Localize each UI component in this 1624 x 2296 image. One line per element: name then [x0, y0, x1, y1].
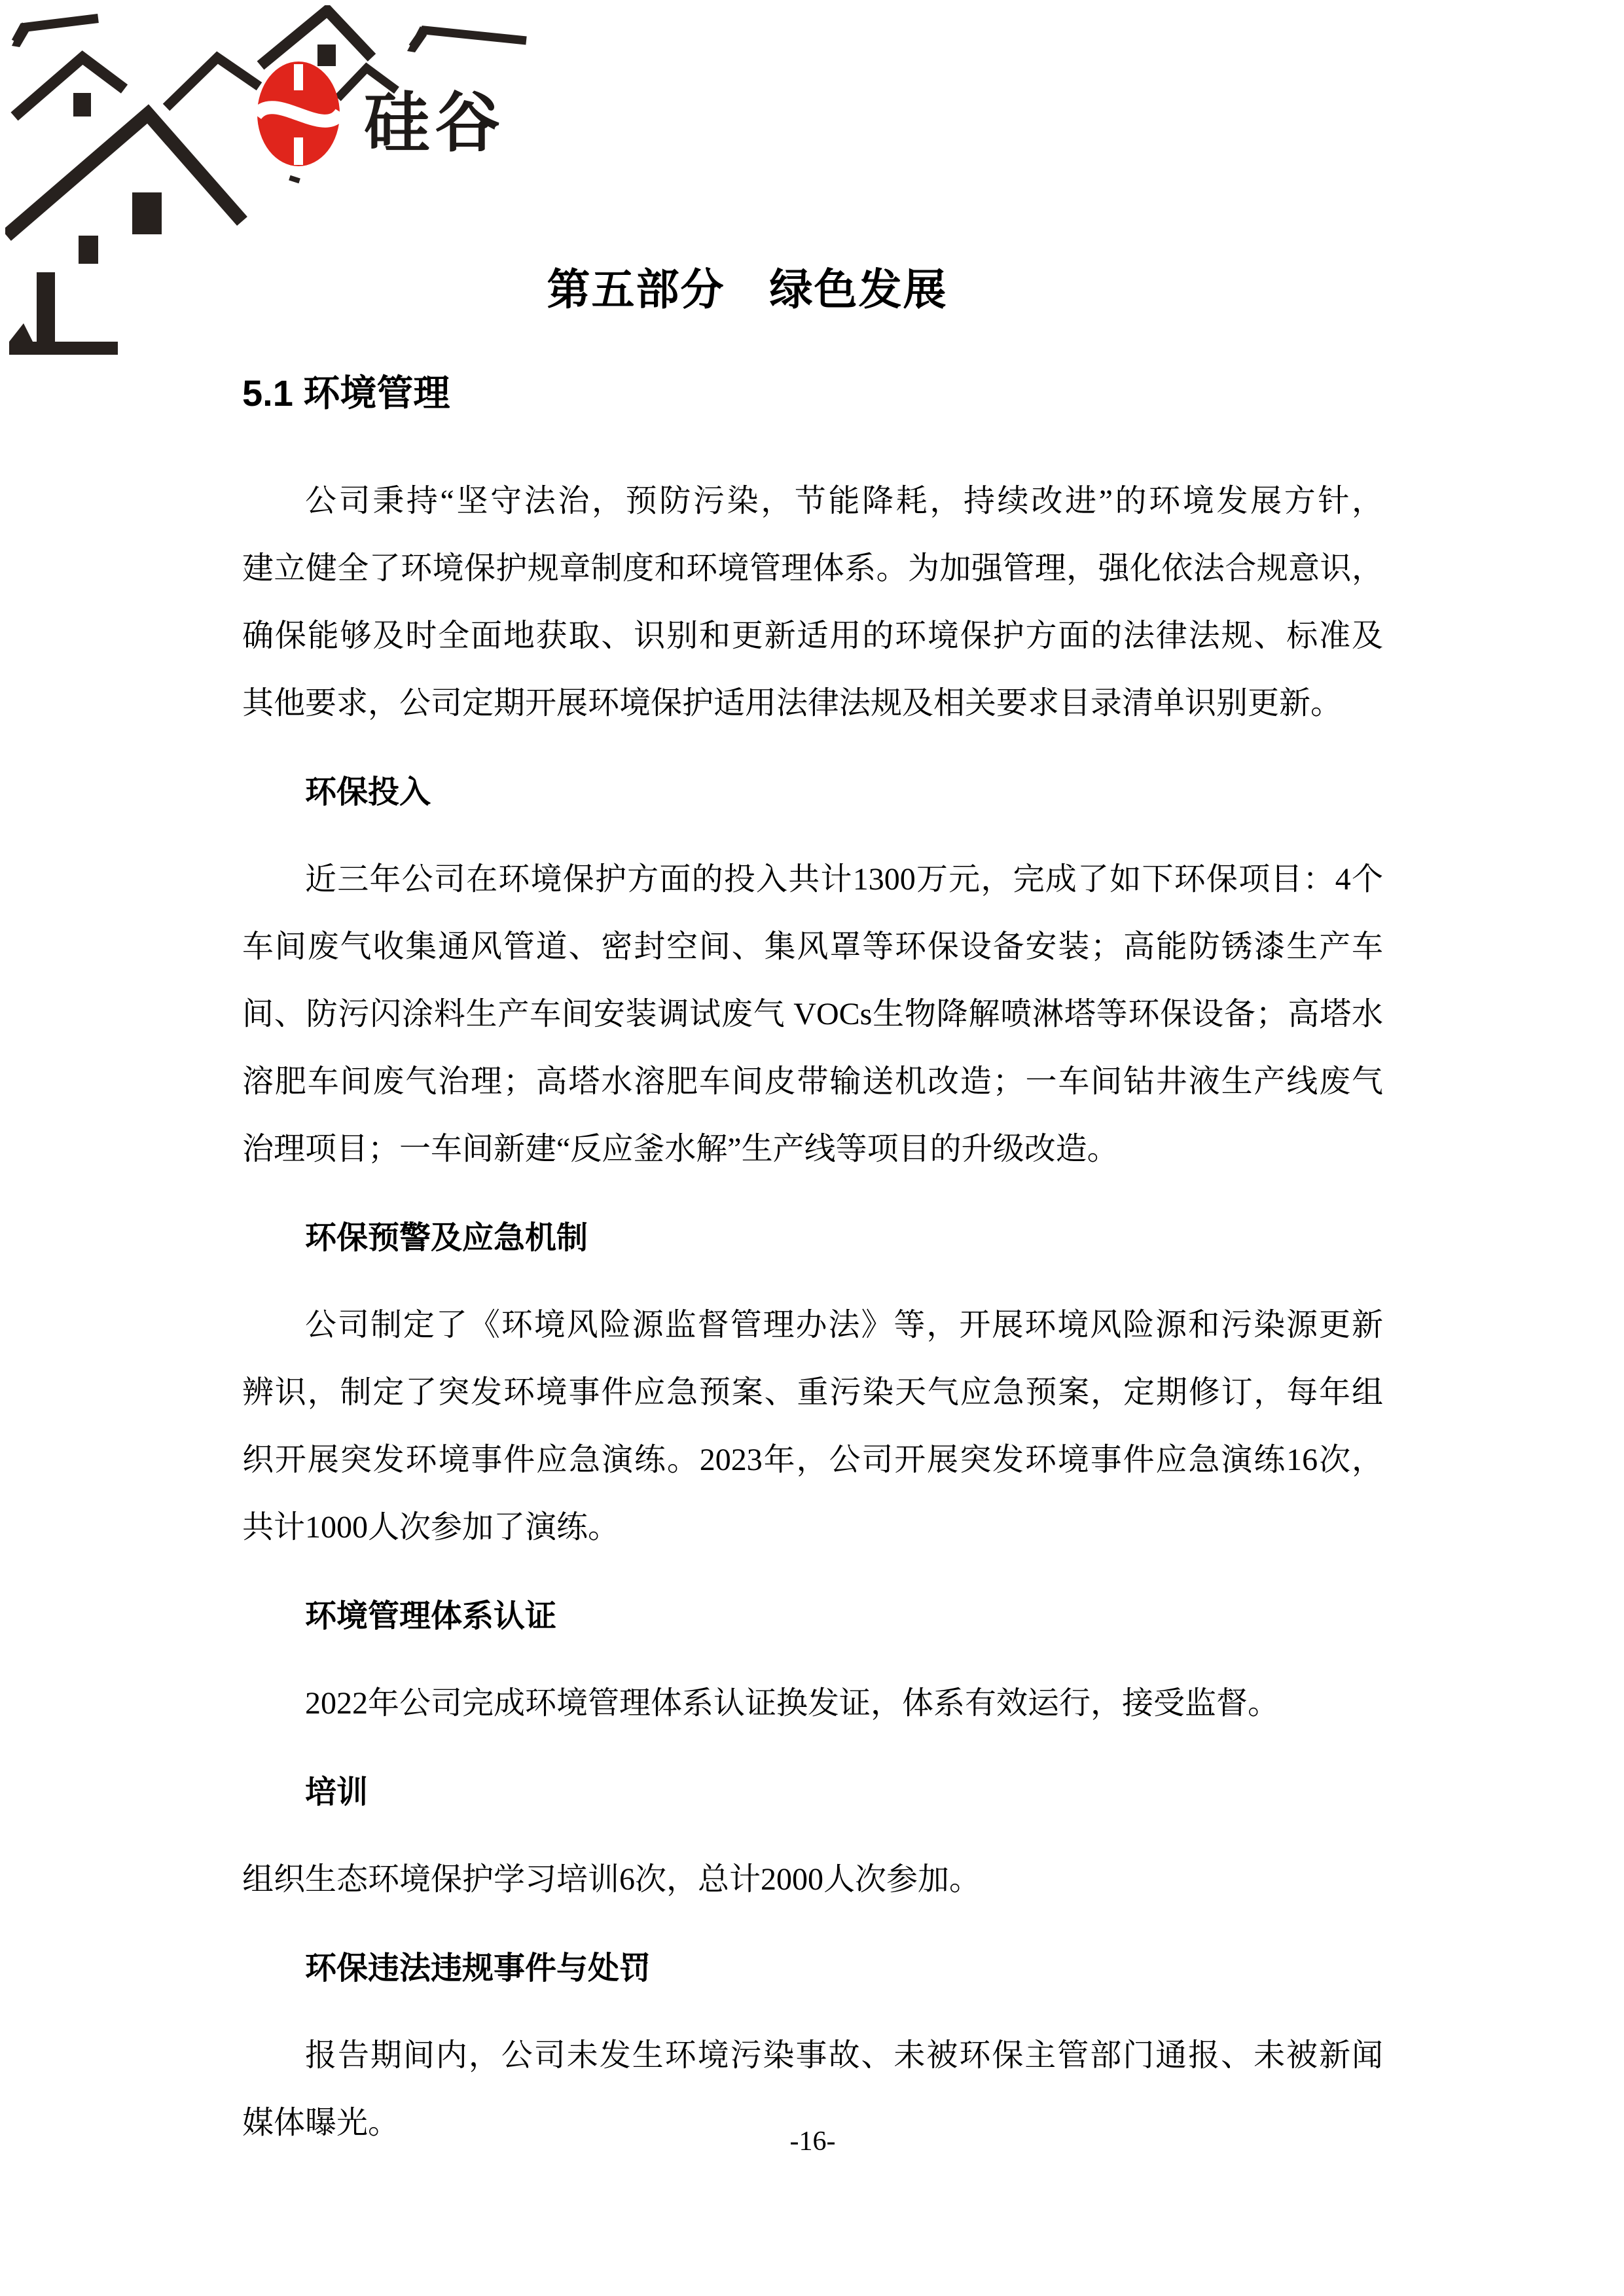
- paragraph-line: 辨识，制定了突发环境事件应急预案、重污染天气应急预案，定期修订，每年组: [242, 1375, 1383, 1410]
- paragraph-line: 治理项目；一车间新建“反应釜水解”生产线等项目的升级改造。: [242, 1132, 1119, 1166]
- paragraph: [242, 1670, 1383, 1737]
- content-blocks: [242, 467, 1383, 2157]
- paragraph-line: 溶肥车间废气治理；高塔水溶肥车间皮带输送机改造；一车间钻井液生产线废气: [242, 1064, 1383, 1099]
- document-body: [242, 0, 1383, 2157]
- page-footer: [242, 2125, 1383, 2159]
- section-heading: 5.1 环境管理: [242, 372, 450, 414]
- page-title: 第五部分 绿色发展: [547, 265, 948, 314]
- paragraph-line: 间、防污闪涂料生产车间安装调试废气 VOCs生物降解喷淋塔等环保设备；高塔水: [242, 997, 1383, 1031]
- paragraph-line: 媒体曝光。: [242, 2106, 400, 2140]
- paragraph-line: 其他要求，公司定期开展环境保护适用法律法规及相关要求目录清单识别更新。: [242, 686, 1343, 721]
- paragraph-line: 2022年公司完成环境管理体系认证换发证，体系有效运行，接受监督。: [305, 1686, 1280, 1721]
- paragraph: [242, 1846, 1383, 1913]
- subsection-heading: 环境管理体系认证: [305, 1599, 557, 1634]
- paragraph: [242, 1291, 1383, 1561]
- subsection-heading: 环保违法违规事件与处罚: [305, 1951, 651, 1986]
- subsection-heading: 环保预警及应急机制: [305, 1221, 588, 1255]
- paragraph-line: 公司秉持“坚守法治，预防污染，节能降耗，持续改进”的环境发展方针，: [305, 484, 1383, 518]
- logo-brand-text: 硅谷: [364, 86, 505, 160]
- paragraph-line: 织开展突发环境事件应急演练。2023年，公司开展突发环境事件应急演练16次，: [242, 1443, 1383, 1477]
- subsection-heading: 培训: [305, 1775, 369, 1810]
- paragraph-line: 组织生态环境保护学习培训6次，总计2000人次参加。: [242, 1862, 981, 1897]
- paragraph: [242, 467, 1383, 737]
- paragraph-line: 车间废气收集通风管道、密封空间、集风罩等环保设备安装；高能防锈漆生产车: [242, 929, 1383, 964]
- logo-building-icon: [9, 236, 118, 355]
- page-number: -16-: [789, 2126, 836, 2157]
- paragraph-line: 确保能够及时全面地获取、识别和更新适用的环境保护方面的法律法规、标准及: [242, 619, 1383, 653]
- paragraph-line: 公司制定了《环境风险源监督管理办法》等，开展环境风险源和污染源更新: [305, 1308, 1383, 1342]
- paragraph-line: 共计1000人次参加了演练。: [242, 1510, 620, 1545]
- subsection-heading: 环保投入: [305, 775, 431, 810]
- paragraph-line: 近三年公司在环境保护方面的投入共计1300万元，完成了如下环保项目：4个: [305, 862, 1383, 897]
- paragraph: [242, 846, 1383, 1183]
- paragraph-line: 报告期间内，公司未发生环境污染事故、未被环保主管部门通报、未被新闻: [305, 2038, 1383, 2073]
- paragraph-line: 建立健全了环境保护规章制度和环境管理体系。为加强管理，强化依法合规意识，: [242, 551, 1383, 586]
